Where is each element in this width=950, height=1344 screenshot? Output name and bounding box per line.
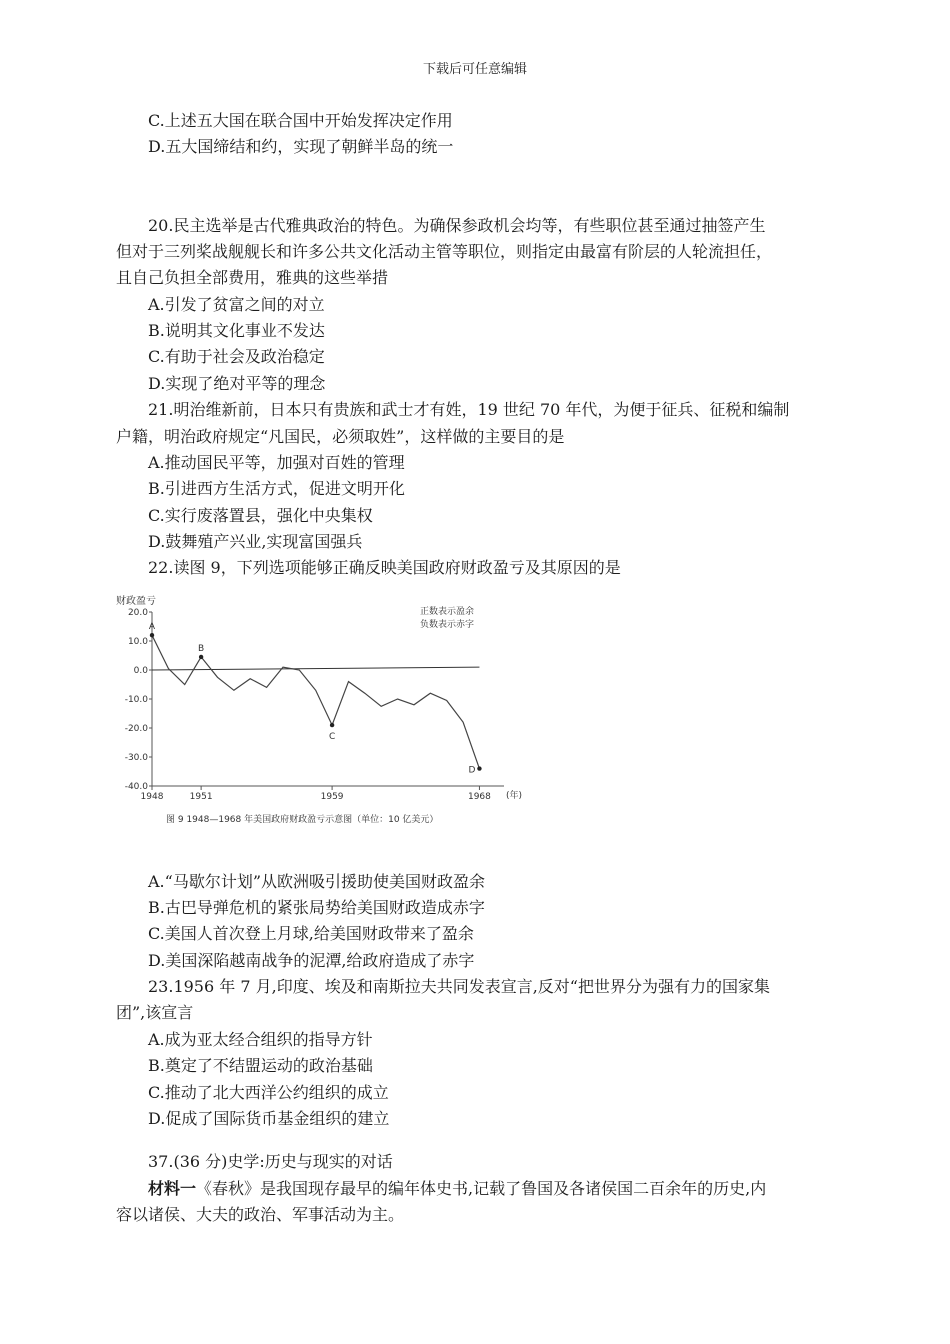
data-point-d bbox=[477, 766, 481, 770]
q20-stem-line-2: 但对于三列桨战舰舰长和许多公共文化活动主管等职位，则指定由最富有阶层的人轮流担任， bbox=[116, 242, 773, 261]
q19-option-d: D.五大国缔结和约，实现了朝鲜半岛的统一 bbox=[148, 137, 454, 156]
x-tick-label: 1968 bbox=[467, 792, 491, 802]
q23-stem-line-2: 团”,该宣言 bbox=[116, 1003, 194, 1022]
x-tick-label: 1951 bbox=[189, 792, 213, 802]
q37-title: 37.(36 分)史学:历史与现实的对话 bbox=[148, 1152, 393, 1171]
q37-material-label: 材料一 bbox=[148, 1179, 197, 1198]
chart-caption: 图 9 1948—1968 年美国政府财政盈亏示意图（单位：10 亿美元） bbox=[166, 815, 439, 825]
q21-option-c: C.实行废落置县，强化中央集权 bbox=[148, 506, 373, 525]
chart-ylabel: 财政盈亏 bbox=[116, 596, 156, 607]
q21-stem-line-1: 21.明治维新前，日本只有贵族和武士才有姓，19 世纪 70 年代，为便于征兵、征税和编制 bbox=[148, 400, 790, 419]
data-point-a bbox=[150, 633, 154, 637]
point-label-b: B bbox=[198, 643, 205, 654]
page-header: 下载后可任意编辑 bbox=[422, 62, 527, 77]
q21-option-a: A.推动国民平等，加强对百姓的管理 bbox=[148, 453, 405, 472]
q23-stem-line-1: 23.1956 年 7 月,印度、埃及和南斯拉夫共同发表宣言,反对“把世界分为强有力的国家集 bbox=[148, 977, 770, 996]
q37-material-line-1 bbox=[148, 1179, 766, 1199]
y-tick-label: -40.0 bbox=[124, 782, 148, 792]
x-tick-label: 1959 bbox=[320, 792, 344, 802]
q22-option-d: D.美国深陷越南战争的泥潭,给政府造成了赤字 bbox=[148, 951, 475, 970]
deficit-chart bbox=[112, 590, 542, 835]
q22-option-b: B.古巴导弹危机的紧张局势给美国财政造成赤字 bbox=[148, 898, 485, 917]
q23-option-c: C.推动了北大西洋公约组织的成立 bbox=[148, 1083, 389, 1102]
chart-zero-reference-line bbox=[152, 667, 479, 670]
q23-option-b: B.奠定了不结盟运动的政治基础 bbox=[148, 1056, 373, 1075]
point-label-d: D bbox=[468, 765, 476, 776]
chart-xlabel: (年) bbox=[506, 791, 523, 801]
q20-option-a: A.引发了贫富之间的对立 bbox=[148, 295, 325, 314]
point-label-a: A bbox=[148, 622, 156, 633]
q20-stem-line-1: 20.民主选举是古代雅典政治的特色。为确保参政机会均等，有些职位甚至通过抽签产生 bbox=[148, 216, 766, 235]
q21-option-d: D.鼓舞殖产兴业,实现富国强兵 bbox=[148, 532, 363, 551]
point-label-c: C bbox=[328, 732, 336, 743]
q37-material-text: 《春秋》是我国现存最早的编年体史书,记载了鲁国及各诸侯国二百余年的历史,内 bbox=[196, 1179, 767, 1198]
y-tick-label: -20.0 bbox=[124, 724, 148, 734]
data-point-c bbox=[330, 723, 334, 727]
q21-stem-line-2: 户籍，明治政府规定“凡国民，必须取姓”，这样做的主要目的是 bbox=[116, 427, 565, 446]
data-point-b bbox=[199, 655, 203, 659]
y-tick-label: -10.0 bbox=[124, 695, 148, 705]
q20-option-d: D.实现了绝对平等的理念 bbox=[148, 374, 326, 393]
q23-option-d: D.促成了国际货币基金组织的建立 bbox=[148, 1109, 390, 1128]
y-tick-label: 20.0 bbox=[127, 608, 148, 618]
q21-option-b: B.引进西方生活方式，促进文明开化 bbox=[148, 479, 405, 498]
q22-stem: 22.读图 9，下列选项能够正确反映美国政府财政盈亏及其原因的是 bbox=[148, 558, 621, 577]
x-tick-label: 1948 bbox=[140, 792, 164, 802]
y-tick-label: 0.0 bbox=[133, 666, 148, 676]
q37-material-line-2: 容以诸侯、大夫的政治、军事活动为主。 bbox=[116, 1205, 405, 1224]
q20-stem-line-3: 且自己负担全部费用，雅典的这些举措 bbox=[116, 268, 389, 287]
q22-option-c: C.美国人首次登上月球,给美国财政带来了盈余 bbox=[148, 924, 474, 943]
chart-legend-deficit: 负数表示赤字 bbox=[420, 620, 475, 630]
q19-option-c: C.上述五大国在联合国中开始发挥决定作用 bbox=[148, 111, 453, 130]
q23-option-a: A.成为亚太经合组织的指导方针 bbox=[148, 1030, 373, 1049]
q22-option-a: A.“马歇尔计划”从欧洲吸引援助使美国财政盈余 bbox=[148, 872, 486, 891]
q20-option-b: B.说明其文化事业不发达 bbox=[148, 321, 325, 340]
q20-option-c: C.有助于社会及政治稳定 bbox=[148, 347, 325, 366]
y-tick-label: -30.0 bbox=[124, 753, 148, 763]
chart-legend-surplus: 正数表示盈余 bbox=[420, 607, 475, 617]
y-tick-label: 10.0 bbox=[127, 637, 148, 647]
